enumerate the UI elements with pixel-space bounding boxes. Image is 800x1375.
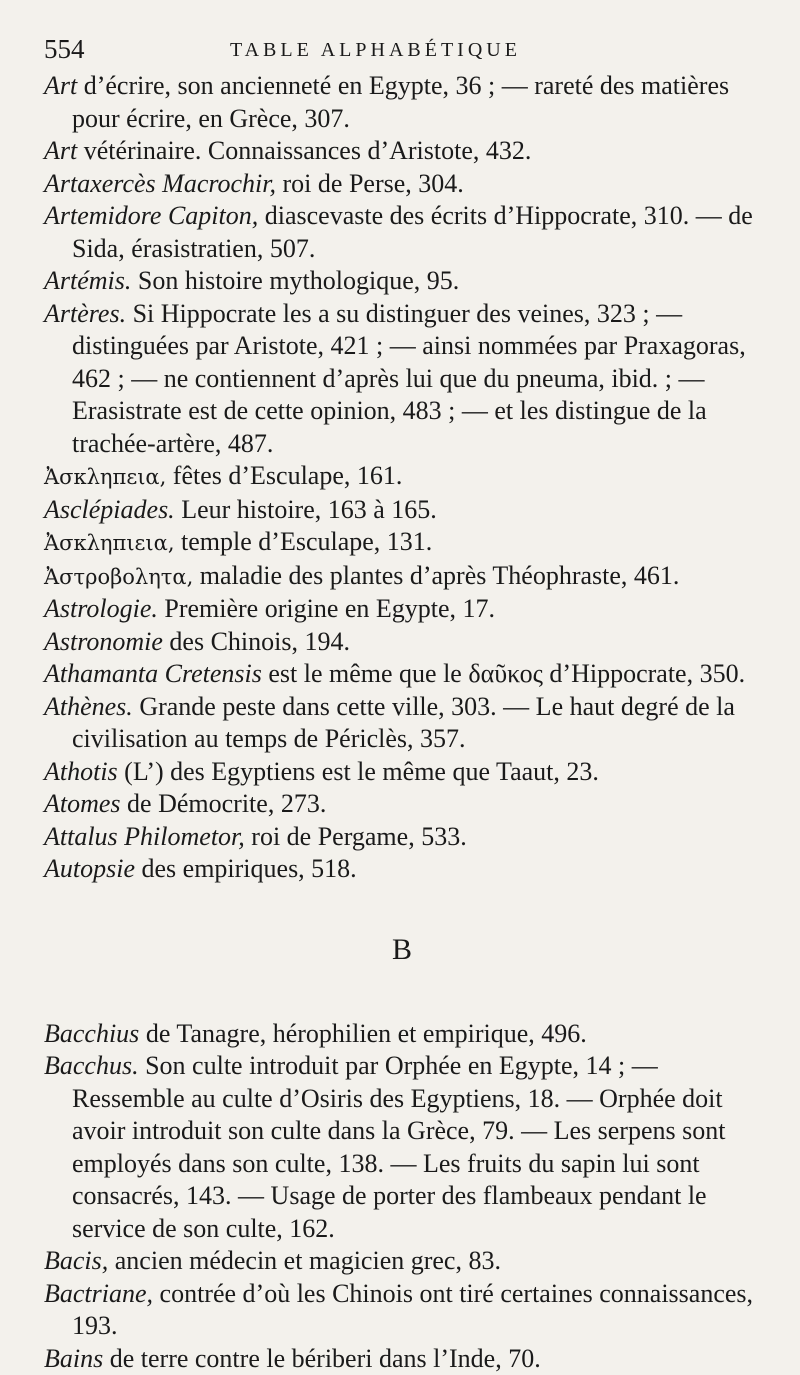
entry-headword: Attalus Philometor, (44, 822, 245, 851)
entry-headword: Ἀσκληπιεια, (44, 531, 175, 555)
entry-text: maladie des plantes d’après Théophraste, 461. (193, 561, 679, 590)
entry-headword: Athènes. (44, 692, 133, 721)
entry-headword: Athotis (44, 757, 118, 786)
entry-headword: Bacchius (44, 1019, 139, 1048)
entry-text: roi de Pergame, 533. (245, 822, 467, 851)
index-entry (44, 1018, 760, 1051)
index-entry (44, 691, 760, 756)
entry-text: fêtes d’Esculape, 161. (166, 461, 402, 490)
entry-headword: Astrologie. (44, 594, 158, 623)
entry-text: de Tanagre, hérophilien et empirique, 496. (139, 1019, 587, 1048)
entry-headword: Artères. (44, 299, 126, 328)
entry-headword: Bacis, (44, 1246, 108, 1275)
entry-text: des empiriques, 518. (135, 854, 357, 883)
entry-text: roi de Perse, 304. (276, 169, 464, 198)
entry-headword: Asclépiades. (44, 495, 175, 524)
index-entry (44, 1343, 760, 1375)
index-entry (44, 658, 760, 691)
entry-headword: Athamanta Cretensis (44, 659, 262, 688)
index-entry (44, 821, 760, 854)
entry-text: Première origine en Egypte, 17. (158, 594, 495, 623)
index-section-a (44, 70, 760, 886)
index-entry (44, 494, 760, 527)
entry-headword: Bactriane, (44, 1279, 153, 1308)
index-entry (44, 460, 760, 494)
entry-text: Son culte introduit par Orphée en Egypte, 14 ; — Ressemble au culte d’Osiris des Egyptiens, 18. — Orphée doit avoir introduit son culte dans la Grèce, 79. — Les serpens sont employés dans son culte, 138. — Les fruits du sapin lui sont consacrés, 143. — Usage de porter des flambeaux pendant le service de son culte, 162. (72, 1051, 725, 1243)
entry-headword: Artémis. (44, 266, 131, 295)
entry-text: Si Hippocrate les a su distinguer des veines, 323 ; — distinguées par Aristote, 421 ; — ainsi nommées par Praxagoras, 462 ; — ne contiennent d’après lui que du pneuma, ibid. ; — Erasistrate est de cette opinion, 483 ; — et les distingue de la trachée-artère, 487. (72, 299, 746, 458)
entry-text: de terre contre le bériberi dans l’Inde, 70. (103, 1344, 540, 1373)
entry-headword: Bains (44, 1344, 103, 1373)
entry-headword: Bacchus. (44, 1051, 139, 1080)
index-entry (44, 265, 760, 298)
index-entry (44, 526, 760, 560)
entry-headword: Astronomie (44, 627, 163, 656)
index-section-b (44, 1018, 760, 1375)
entry-text: (L’) des Egyptiens est le même que Taaut, 23. (118, 757, 599, 786)
entry-text: ancien médecin et magicien grec, 83. (108, 1246, 501, 1275)
page-number: 554 (44, 34, 85, 65)
entry-text: diascevaste des écrits d’Hippocrate, 310. — de Sida, érasistratien, 507. (72, 201, 753, 263)
entry-headword: Atomes (44, 789, 121, 818)
page-header (44, 34, 760, 70)
index-entry (44, 853, 760, 886)
entry-headword: Art (44, 71, 77, 100)
entry-headword: Art (44, 136, 77, 165)
index-entry (44, 756, 760, 789)
index-entry (44, 70, 760, 135)
entry-text: des Chinois, 194. (163, 627, 350, 656)
entry-text: de Démocrite, 273. (121, 789, 327, 818)
entry-text: Leur histoire, 163 à 165. (175, 495, 437, 524)
entry-headword: Ἀσκληπεια, (44, 465, 166, 489)
index-entry (44, 560, 760, 594)
index-entry (44, 168, 760, 201)
index-entry (44, 1278, 760, 1343)
index-entry (44, 593, 760, 626)
index-entry (44, 788, 760, 821)
entry-text: vétérinaire. Connaissances d’Aristote, 432. (77, 136, 531, 165)
entry-text: temple d’Esculape, 131. (175, 527, 433, 556)
running-title: TABLE ALPHABÉTIQUE (230, 39, 521, 62)
entry-headword: Autopsie (44, 854, 135, 883)
index-entry (44, 298, 760, 461)
index-entry (44, 200, 760, 265)
entry-headword: Artemidore Capiton, (44, 201, 258, 230)
index-entry (44, 1050, 760, 1245)
entry-text: contrée d’où les Chinois ont tiré certaines connaissances, 193. (72, 1279, 753, 1341)
entry-text: d’écrire, son ancienneté en Egypte, 36 ; — rareté des matières pour écrire, en Grèce, 307. (72, 71, 729, 133)
index-entry (44, 626, 760, 659)
section-letter-heading: B (44, 930, 760, 970)
entry-text: Grande peste dans cette ville, 303. — Le haut degré de la civilisation au temps de Périclès, 357. (72, 692, 735, 754)
entry-text: est le même que le δαῦκος d’Hippocrate, 350. (262, 659, 745, 688)
entry-text: Son histoire mythologique, 95. (131, 266, 459, 295)
index-entry (44, 1245, 760, 1278)
entry-headword: Ἀστροβολητα, (44, 565, 193, 589)
entry-headword: Artaxercès Macrochir, (44, 169, 276, 198)
index-entry (44, 135, 760, 168)
